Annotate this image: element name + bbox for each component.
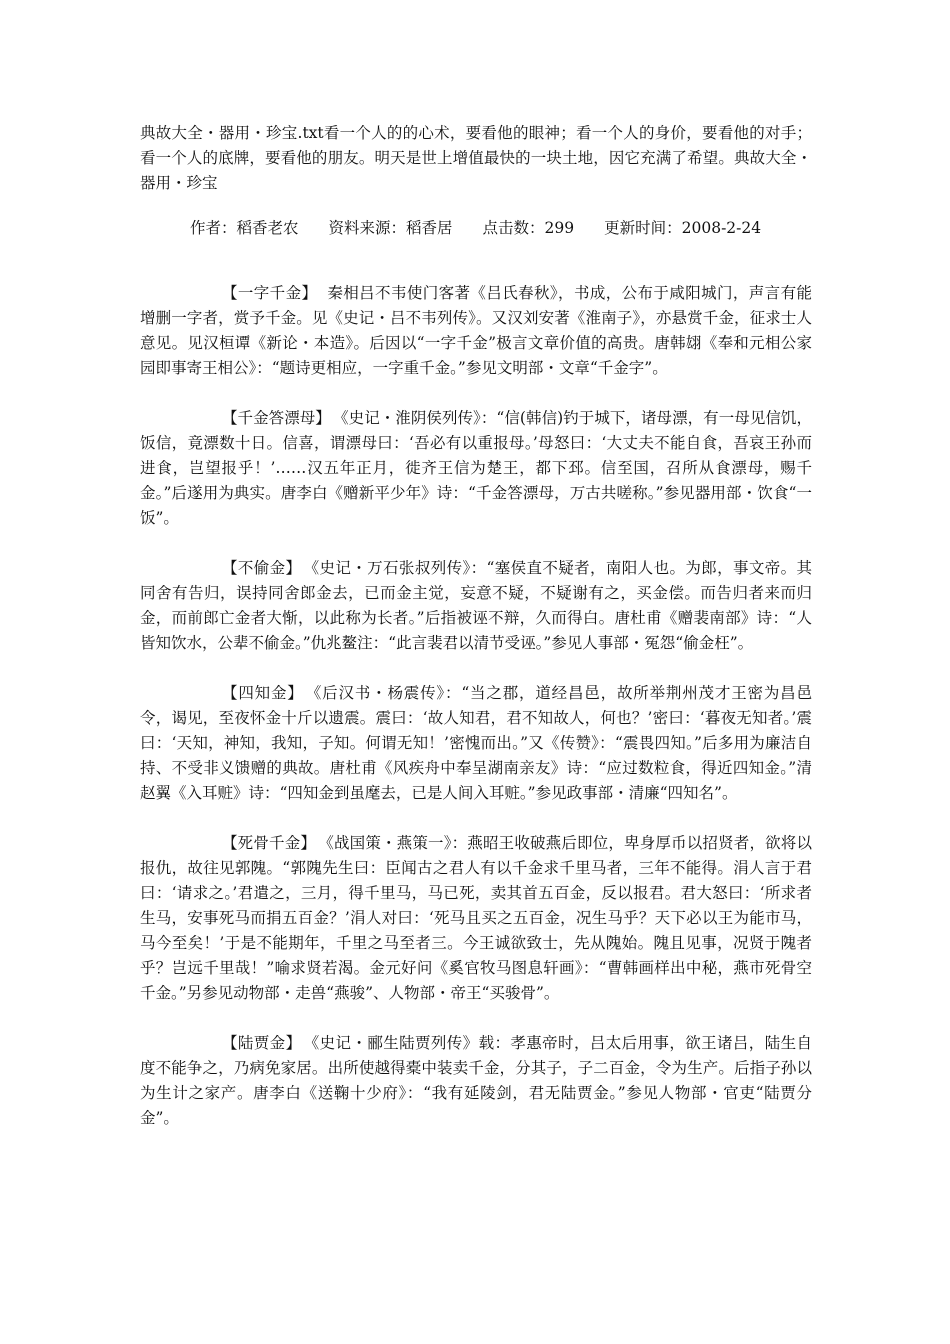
- entry-title: 【千金答漂母】: [222, 409, 331, 427]
- entry-title: 【一字千金】: [222, 284, 318, 302]
- entry-title: 【陆贾金】: [222, 1034, 302, 1052]
- entry-text: 《战国策・燕策一》：燕昭王收破燕后即位，卑身厚币以招贤者，欲将以报仇，故往见郭隗。“郭隗先生曰：臣闻古之君人有以千金求千里马者，三年不能得。涓人言于君曰：‘请求之。’君遣之，三月，得千里马，马已死，卖其首五百金，反以报君。君大怒曰：‘所求者生马，安事死马而捐五百金？’涓人对曰：‘死马且买之五百金，况生马乎？天下必以王为能市马，马今至矣！’于是不能期年，千里之马至者三。今王诚欲致士，先从隗始。隗且见事，况贤于隗者乎？岂远千里哉！”喻求贤若渴。金元好问《奚官牧马图息轩画》：“曹韩画样出中秘，燕市死骨空千金。”另参见动物部・走兽“燕骏”、人物部・帝王“买骏骨”。: [140, 834, 812, 1002]
- document-page: [140, 121, 812, 1156]
- entry-paragraph: [140, 281, 812, 381]
- entry-title: 【四知金】: [222, 684, 304, 702]
- entry-text: 《史记・郦生陆贾列传》载：孝惠帝时，吕太后用事，欲王诸吕，陆生自度不能争之，乃病免家居。出所使越得橐中装卖千金，分其子，子二百金，令为生产。后指子孙以为生计之家产。唐李白《送鞠十少府》：“我有延陵剑，君无陆贾金。”参见人物部・官吏“陆贾分金”。: [140, 1034, 812, 1127]
- clicks-field: 点击数：299: [482, 219, 575, 237]
- entry-title: 【不偷金】: [222, 559, 302, 577]
- intro-paragraph: 典故大全・器用・珍宝.txt看一个人的的心术，要看他的眼神；看一个人的身价，要看他的对手；看一个人的底牌，要看他的朋友。明天是世上增值最快的一块土地，因它充满了希望。典故大全・器用・珍宝: [140, 124, 812, 192]
- entry-title: 【死骨千金】: [222, 834, 317, 852]
- entry-paragraph: [140, 681, 812, 806]
- author-field: 作者：稻香老农: [190, 219, 299, 237]
- meta-line: [140, 216, 812, 241]
- updated-field: 更新时间：2008-2-24: [604, 219, 762, 237]
- entry-text: 秦相吕不韦使门客著《吕氏春秋》，书成，公布于咸阳城门，声言有能增删一字者，赏予千金。见《史记・吕不韦列传》。又汉刘安著《淮南子》，亦悬赏千金，征求士人意见。见汉桓谭《新论・本造》。后因以“一字千金”极言文章价值的高贵。唐韩翃《奉和元相公家园即事寄王相公》：“题诗更相应，一字重千金。”参见文明部・文章“千金字”。: [140, 284, 812, 377]
- entries-list: [140, 281, 812, 1131]
- entry-paragraph: [140, 556, 812, 656]
- source-field: 资料来源：稻香居: [328, 219, 453, 237]
- entry-text: 《史记・淮阴侯列传》：“信(韩信)钓于城下，诸母漂，有一母见信饥，饭信，竟漂数十日。信喜，谓漂母曰：‘吾必有以重报母。’母怒曰：‘大丈夫不能自食，吾哀王孙而进食，岂望报乎！’……汉五年正月，徙齐王信为楚王，都下邳。信至国，召所从食漂母，赐千金。”后遂用为典实。唐李白《赠新平少年》诗：“千金答漂母，万古共嗟称。”参见器用部・饮食“一饭”。: [140, 409, 812, 527]
- entry-paragraph: [140, 406, 812, 531]
- entry-text: 《史记・万石张叔列传》：“塞侯直不疑者，南阳人也。为郎，事文帝。其同舍有告归，误持同舍郎金去，已而金主觉，妄意不疑，不疑谢有之，买金偿。而告归者来而归金，而前郎亡金者大惭，以此称为长者。”后指被诬不辩，久而得白。唐杜甫《赠裴南部》诗：“人皆知饮水，公辈不偷金。”仇兆鳌注：“此言裴君以清节受诬。”参见人事部・冤怨“偷金枉”。: [140, 559, 812, 652]
- entry-paragraph: [140, 831, 812, 1006]
- entry-paragraph: [140, 1031, 812, 1131]
- entry-text: 《后汉书・杨震传》：“当之郡，道经昌邑，故所举荆州茂才王密为昌邑令，谒见，至夜怀金十斤以遗震。震曰：‘故人知君，君不知故人，何也？’密曰：‘暮夜无知者。’震曰：‘天知，神知，我知，子知。何谓无知！’密愧而出。”又《传赞》：“震畏四知。”后多用为廉洁自持、不受非义馈赠的典故。唐杜甫《风疾舟中奉呈湖南亲友》诗：“应过数粒食，得近四知金。”清赵翼《入耳赃》诗：“四知金到虽麾去，已是人间入耳赃。”参见政事部・清廉“四知名”。: [140, 684, 812, 802]
